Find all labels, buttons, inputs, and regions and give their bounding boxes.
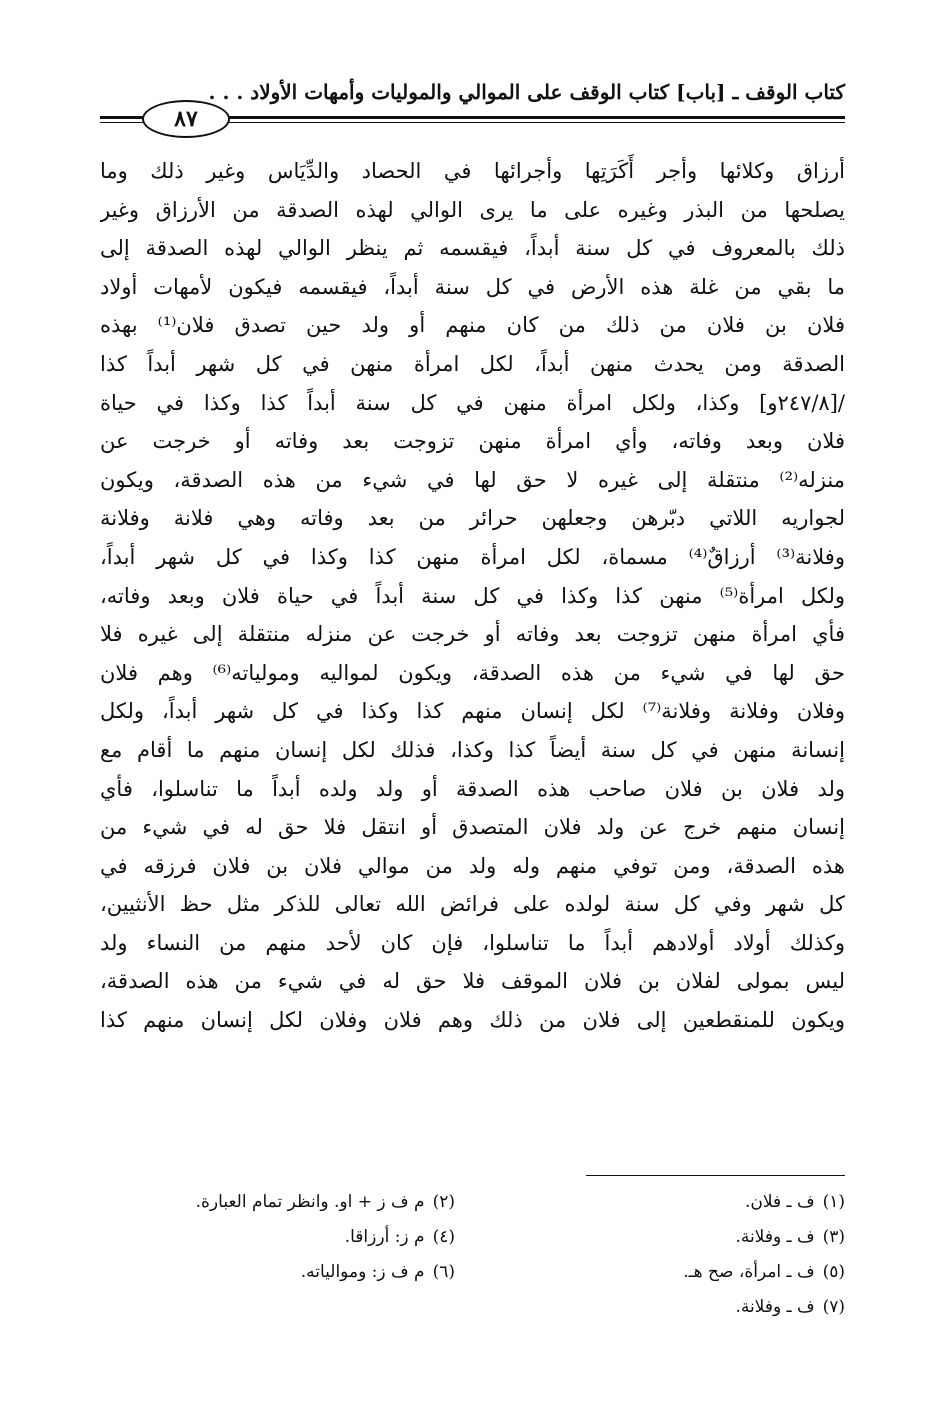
- footnote: [485, 1290, 845, 1325]
- footnotes: [100, 1185, 845, 1335]
- footnote-text: ف ـ وفلانة.: [735, 1227, 815, 1247]
- body-line: ويكون للمنقطعين إلى فلان من ذلك وهم فلان وفلان لكل إنسان منهم كذا: [100, 1008, 845, 1033]
- body-line: ولد فلان بن فلان صاحب هذه الصدقة أو ولد ولده أبداً ما تناسلوا، فأي: [100, 776, 845, 801]
- body-line: أرزاق وكلائها وأجر أَكَرَتِها وأجرائها في الحصاد والدِّيَاس وغير ذلك وما: [100, 159, 845, 183]
- body-line: منزله⁽²⁾ منتقلة إلى غيره لا حق لها في شيء من هذه الصدقة، ويكون: [100, 467, 845, 492]
- body-line: إنسان منهم خرج عن ولد فلان المتصدق أو انتقل فلا حق له في شيء من: [100, 815, 845, 840]
- footnote-text: م ز: أرزاقا.: [344, 1227, 425, 1247]
- body-line: الصدقة ومن يحدث منهن أبداً، لكل امرأة منهن في كل شهر أبداً كذا: [100, 351, 845, 376]
- footnote: [485, 1220, 845, 1255]
- footnote-number: (٤): [432, 1227, 455, 1247]
- page-header: [100, 78, 845, 138]
- footnotes-column-left: [95, 1185, 455, 1290]
- footnote-text: م ف ز: وموالياته.: [300, 1262, 425, 1282]
- body-line: /[٢٤٧/٨و] وكذا، ولكل امرأة منهن في كل سنة أبداً كذا وكذا في حياة: [100, 390, 845, 415]
- running-head: كتاب الوقف ـ [باب] كتاب الوقف على الموالي والموليات وأمهات الأولاد . . .: [208, 80, 845, 104]
- footnote: [95, 1220, 455, 1255]
- footnote-text: ف ـ وفلانة.: [735, 1297, 815, 1317]
- footnote: [95, 1255, 455, 1290]
- footnote-number: (٢): [432, 1192, 455, 1212]
- body-line: وفلانة⁽³⁾ أرزاقٌ⁽⁴⁾ مسماة، لكل امرأة منهن كذا وكذا في كل شهر أبداً،: [100, 544, 845, 569]
- body-line: كل شهر وفي كل سنة لولده على فرائض الله تعالى للذكر مثل حظ الأنثيين،: [100, 892, 845, 917]
- body-line: وكذلك أولاد أولادهم أبداً ما تناسلوا، فإن كان لأحد منهم من النساء ولد: [100, 930, 845, 955]
- page-number: ٨٧: [142, 100, 230, 138]
- footnote-text: م ف ز + او. وانظر تمام العبارة.: [195, 1192, 425, 1212]
- footnote-number: (٦): [432, 1262, 455, 1282]
- body-line: فلان بن فلان من ذلك من كان منهم أو ولد حين تصدق فلان⁽¹⁾ بهذه: [100, 313, 845, 338]
- body-line: فأي امرأة منهن تزوجت بعد وفاته أو خرجت عن منزله منتقلة إلى غيره فلا: [100, 622, 845, 647]
- body-line: حق لها في شيء من هذه الصدقة، ويكون لمواليه ومولياته⁽⁶⁾ وهم فلان: [100, 660, 845, 685]
- body-line: فلان وبعد وفاته، وأي امرأة منهن تزوجت بعد وفاته أو خرجت عن: [100, 429, 845, 454]
- body-line: ما بقي من غلة هذه الأرض في كل سنة أبداً، فيقسمه فيكون لأمهات أولاد: [100, 274, 845, 299]
- footnote-number: (٣): [822, 1227, 845, 1247]
- footnote: [485, 1185, 845, 1220]
- body-line: هذه الصدقة، ومن توفي منهم وله ولد من موالي فلان بن فلان فرزقه في: [100, 853, 845, 878]
- footnote-number: (١): [822, 1192, 845, 1212]
- body-text: [100, 152, 845, 1040]
- body-line: ذلك بالمعروف في كل سنة أبداً، فيقسمه ثم ينظر الوالي لهذه الصدقة إلى: [100, 236, 845, 261]
- body-line: إنسانة منهن في كل سنة أيضاً كذا وكذا، فذلك لكل إنسان منهم ما أقام مع: [100, 737, 845, 762]
- body-line: ليس بمولى لفلان بن فلان الموقف فلا حق له في شيء من هذه الصدقة،: [100, 969, 845, 994]
- footnote-rule: [586, 1175, 845, 1176]
- body-line: لجواريه اللاتي دبّرهن وجعلهن حرائر من بعد وفاته وهي فلانة وفلانة: [100, 506, 845, 531]
- footnote-number: (٥): [822, 1262, 845, 1282]
- body-line: يصلحها من البذر وغيره على ما يرى الوالي لهذه الصدقة من الأرزاق وغير: [100, 197, 845, 222]
- footnote-number: (٧): [822, 1297, 845, 1317]
- footnote: [485, 1255, 845, 1290]
- footnote-text: ف ـ فلان.: [745, 1192, 815, 1212]
- footnote: [95, 1185, 455, 1220]
- footnote-text: ف ـ امرأة، صح هـ.: [683, 1262, 815, 1282]
- body-line: ولكل امرأة⁽⁵⁾ منهن كذا وكذا في كل سنة أبداً في حياة فلان وبعد وفاته،: [100, 583, 845, 608]
- footnotes-column-right: [485, 1185, 845, 1325]
- body-line: وفلان وفلانة وفلانة⁽⁷⁾ لكل إنسان منهم كذا وكذا في كل شهر أبداً، ولكل: [100, 699, 845, 724]
